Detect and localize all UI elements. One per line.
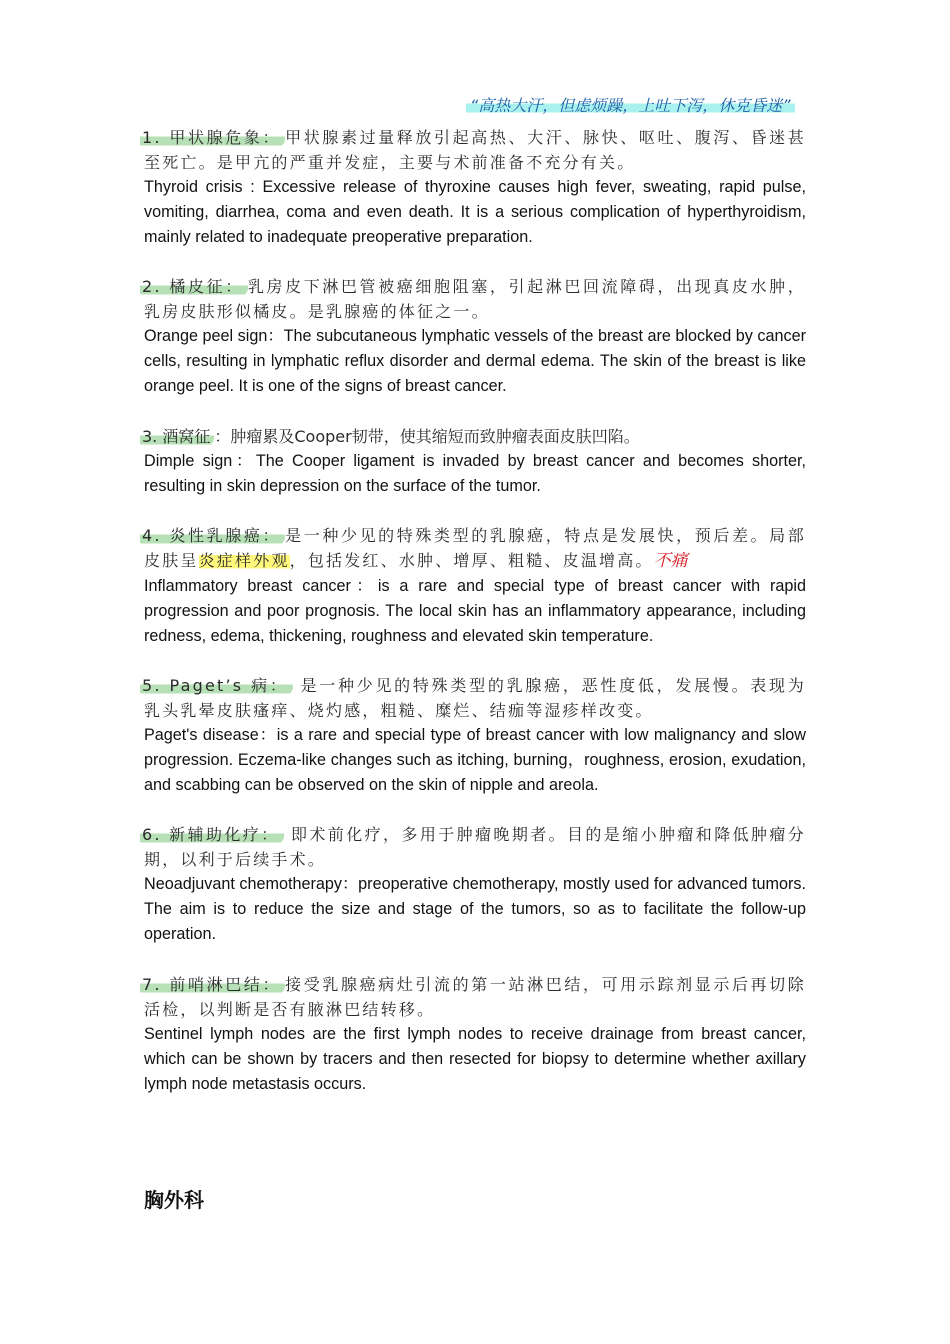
entry-term: 4. 炎性乳腺癌： bbox=[140, 526, 285, 545]
entry-english-text: Neoadjuvant chemotherapy：preoperative chemotherapy, mostly used for advanced tumors. The aim is to reduce the size and stage of the tumors, so as to facilitate the follow-up operation. bbox=[144, 875, 806, 943]
entry-chinese-definition: 甲状腺素过量释放引起高热、大汗、脉快、呕吐、腹泻、昏迷甚至死亡。是甲亢的严重并发症，主要与术前准备不充分有关。 bbox=[144, 128, 806, 172]
handwritten-annotation bbox=[466, 92, 816, 120]
entry-english-text: Orange peel sign：The subcutaneous lymphatic vessels of the breast are blocked by cancer cells, resulting in lymphatic reflux disorder and dermal edema. The skin of the breast is like orange peel. It is one of the signs of breast cancer. bbox=[144, 327, 806, 395]
entry-chinese-text bbox=[144, 125, 806, 175]
entry-term: 3. 酒窝征 bbox=[140, 427, 214, 446]
entry-chinese-text bbox=[144, 424, 806, 449]
entry-chinese-definition: 是一种少见的特殊类型的乳腺癌，恶性度低，发展慢。表现为乳头乳晕皮肤瘙痒、烧灼感，粗糙、糜烂、结痂等湿疹样改变。 bbox=[144, 676, 806, 720]
entry-term: 6. 新辅助化疗： bbox=[140, 825, 284, 844]
entry-english-text: Dimple sign：The Cooper ligament is invaded by breast cancer and becomes shorter, resulting in skin depression on the surface of the tumor. bbox=[144, 452, 806, 495]
entry-chinese-definition: 即术前化疗，多用于肿瘤晚期者。目的是缩小肿瘤和降低肿瘤分期，以利于后续手术。 bbox=[144, 825, 806, 869]
entry-english-text: Sentinel lymph nodes are the first lymph nodes to receive drainage from breast cancer, which can be shown by tracers and then resected for biopsy to determine whether axillary lymph node metastasis occurs. bbox=[144, 1025, 806, 1093]
glossary-entry-inflammatory-breast-cancer bbox=[144, 523, 806, 649]
section-heading: 胸外科 bbox=[144, 1188, 204, 1212]
entry-english-text: Thyroid crisis : Excessive release of thyroxine causes high fever, sweating, rapid pulse, vomiting, diarrhea, coma and even death. It is a serious complication of hyperthyroidism, mainly related to inadequate preoperative preparation. bbox=[144, 178, 806, 246]
entry-chinese-definition: ：肿瘤累及Cooper韧带，使其缩短而致肿瘤表面皮肤凹陷。 bbox=[214, 427, 640, 446]
entry-chinese-definition: 接受乳腺癌病灶引流的第一站淋巴结，可用示踪剂显示后再切除活检，以判断是否有腋淋巴结转移。 bbox=[144, 975, 806, 1019]
entry-term: 2. 橘皮征： bbox=[140, 277, 248, 296]
entry-chinese-text bbox=[144, 972, 806, 1022]
highlighted-phrase: 炎症样外观 bbox=[198, 551, 290, 570]
glossary-entry-pagets-disease bbox=[144, 673, 806, 798]
glossary-entry-dimple-sign bbox=[144, 424, 806, 499]
entry-chinese-text bbox=[144, 822, 806, 872]
entry-chinese-definition-part2: ，包括发红、水肿、增厚、粗糙、皮温增高。 bbox=[289, 551, 654, 570]
handwritten-annotation-text: “高热大汗，但虑烦躁，上吐下泻，休克昏迷” bbox=[466, 96, 795, 115]
glossary-entry-orange-peel-sign bbox=[144, 274, 806, 399]
handwritten-red-note: 不痛 bbox=[653, 551, 688, 571]
entry-term: 5. Paget’s 病： bbox=[140, 676, 293, 695]
entry-chinese-text bbox=[144, 274, 806, 324]
entry-chinese-definition-part1: 是一种少见的特殊类型的乳腺癌，特点是发展快，预后差。局部皮肤呈 bbox=[144, 526, 806, 570]
entry-term: 7. 前哨淋巴结： bbox=[140, 975, 285, 994]
entry-term: 1. 甲状腺危象： bbox=[140, 128, 285, 147]
entry-english-text: Inflammatory breast cancer：is a rare and special type of breast cancer with rapid progression and poor prognosis. The local skin has an inflammatory appearance, including redness, edema, thickening, roughness and elevated skin temperature. bbox=[144, 577, 806, 645]
entry-chinese-text bbox=[144, 673, 806, 723]
entry-chinese-text bbox=[144, 523, 806, 574]
glossary-entry-sentinel-lymph-nodes bbox=[144, 972, 806, 1097]
entry-english-text: Paget's disease：is a rare and special type of breast cancer with low malignancy and slow progression. Eczema-like changes such as itching, burning，roughness, erosion, exudation, and scabbing can be observed on the skin of nipple and areola. bbox=[144, 726, 806, 794]
glossary-entry-thyroid-crisis bbox=[144, 125, 806, 250]
entry-chinese-definition: 乳房皮下淋巴管被癌细胞阻塞，引起淋巴回流障碍，出现真皮水肿，乳房皮肤形似橘皮。是乳腺癌的体征之一。 bbox=[144, 277, 806, 321]
glossary-entry-neoadjuvant-chemotherapy bbox=[144, 822, 806, 947]
